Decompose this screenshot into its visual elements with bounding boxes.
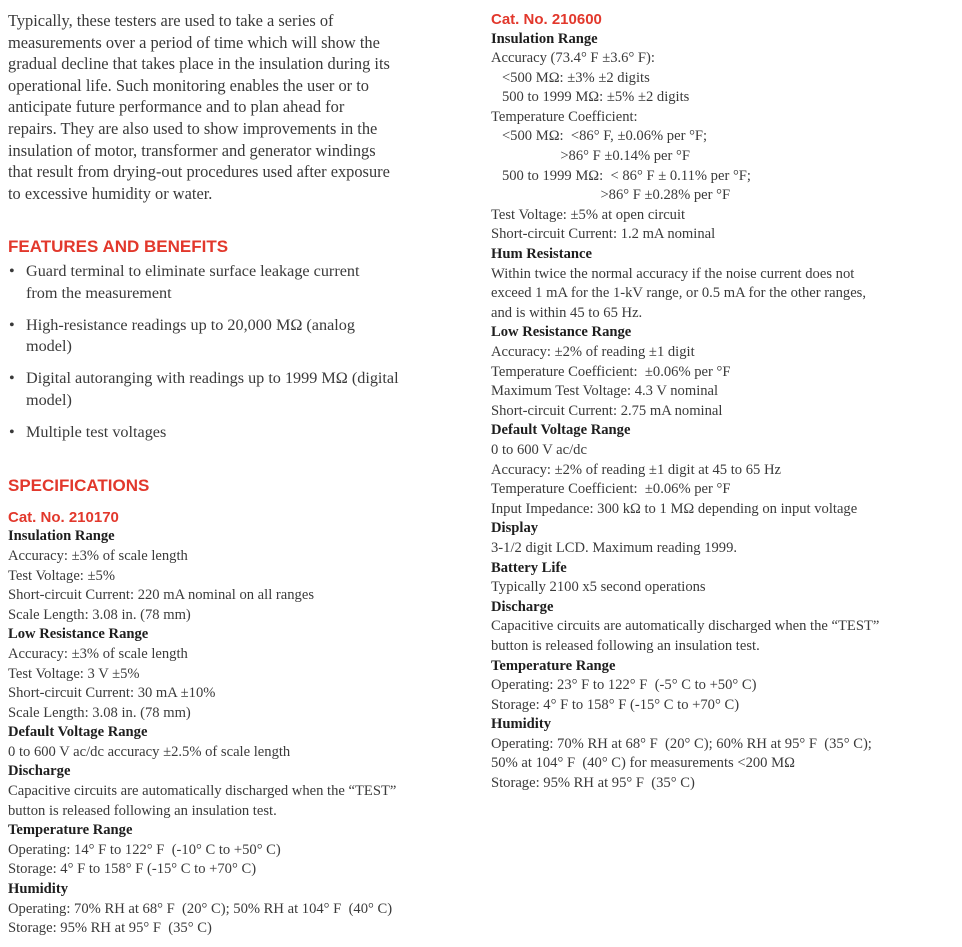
spec-section	[8, 880, 470, 939]
spec-line: Scale Length: 3.08 in. (78 mm)	[8, 606, 191, 623]
feature-item	[8, 261, 470, 304]
spec-line: 500 to 1999 MΩ: < 86° F ± 0.11% per °F;	[491, 167, 751, 184]
feature-item	[8, 422, 470, 444]
spec-section-title: Insulation Range	[8, 528, 115, 545]
spec-line: and is within 45 to 65 Hz.	[491, 304, 643, 321]
spec-section-title: Default Voltage Range	[8, 724, 148, 741]
spec-section-title: Discharge	[8, 763, 71, 780]
spec-section-title: Hum Resistance	[491, 246, 592, 263]
spec-line: Storage: 95% RH at 95° F (35° C)	[491, 775, 695, 792]
model-210600-specs	[491, 10, 953, 794]
specifications-heading: SPECIFICATIONS	[8, 475, 150, 495]
feature-text: model)	[26, 390, 72, 409]
feature-text: Multiple test voltages	[26, 422, 167, 441]
spec-line: 50% at 104° F (40° C) for measurements <200 MΩ	[491, 755, 795, 772]
spec-line: Test Voltage: ±5%	[8, 567, 115, 584]
spec-section-title: Low Resistance Range	[491, 324, 632, 341]
intro-line: repairs. They are also used to show improvements in the	[8, 118, 378, 138]
spec-line: >86° F ±0.14% per °F	[491, 148, 690, 165]
spec-line: Operating: 70% RH at 68° F (20° C); 50% RH at 104° F (40° C)	[8, 900, 393, 917]
bullet-icon: •	[9, 422, 15, 441]
feature-text: model)	[26, 337, 72, 356]
catalog-number: Cat. No. 210170	[8, 508, 119, 526]
spec-section	[491, 598, 953, 657]
spec-line: 3-1/2 digit LCD. Maximum reading 1999.	[491, 539, 738, 556]
spec-section	[491, 657, 953, 716]
intro-line: that result from drying-out procedures used after exposure	[8, 162, 390, 182]
spec-line: Short-circuit Current: 220 mA nominal on all ranges	[8, 587, 315, 604]
left-column	[8, 10, 470, 939]
spec-section	[491, 323, 953, 421]
spec-line: Capacitive circuits are automatically discharged when the “TEST”	[8, 783, 397, 800]
spec-line: Short-circuit Current: 2.75 mA nominal	[491, 402, 723, 419]
spec-line: button is released following an insulation test.	[8, 802, 277, 819]
right-column	[491, 10, 953, 794]
spec-line: Accuracy: ±2% of reading ±1 digit	[491, 344, 695, 360]
spec-section-title: Display	[491, 520, 539, 537]
spec-line: 0 to 600 V ac/dc	[491, 441, 587, 458]
spec-section-title: Humidity	[491, 716, 552, 733]
spec-section-title: Low Resistance Range	[8, 626, 149, 643]
spec-line: Operating: 70% RH at 68° F (20° C); 60% RH at 95° F (35° C);	[491, 735, 872, 752]
spec-line: Accuracy (73.4° F ±3.6° F):	[491, 50, 655, 67]
spec-section	[8, 723, 470, 762]
spec-line: <500 MΩ: <86° F, ±0.06% per °F;	[491, 128, 708, 145]
spec-section	[491, 421, 953, 519]
spec-section	[8, 762, 470, 821]
spec-line: Typically 2100 x5 second operations	[491, 579, 706, 596]
spec-line: Temperature Coefficient: ±0.06% per °F	[491, 481, 731, 498]
feature-text: Digital autoranging with readings up to 1999 MΩ (digital	[26, 369, 399, 388]
spec-section	[8, 625, 470, 723]
spec-line: Short-circuit Current: 30 mA ±10%	[8, 685, 216, 702]
spec-line: exceed 1 mA for the 1-kV range, or 0.5 mA for the other ranges,	[491, 285, 866, 302]
feature-text: from the measurement	[26, 283, 172, 302]
model-210170-specs	[8, 508, 470, 939]
spec-line: Scale Length: 3.08 in. (78 mm)	[8, 704, 191, 721]
intro-line: insulation of motor, transformer and generator windings	[8, 140, 376, 160]
spec-section	[491, 519, 953, 558]
intro-line: gradual decline that takes place in the insulation during its	[8, 54, 390, 74]
spec-section	[491, 559, 953, 598]
bullet-icon: •	[9, 262, 15, 281]
feature-text: High-resistance readings up to 20,000 MΩ (analog	[26, 315, 355, 334]
intro-line: Typically, these testers are used to take a series of	[8, 11, 334, 30]
spec-line: Maximum Test Voltage: 4.3 V nominal	[491, 383, 719, 400]
intro-line: operational life. Such monitoring enables the user or to	[8, 75, 369, 95]
feature-item	[8, 315, 470, 358]
spec-line: 0 to 600 V ac/dc accuracy ±2.5% of scale length	[8, 743, 291, 760]
intro-line: to excessive humidity or water.	[8, 183, 213, 203]
spec-line: Storage: 95% RH at 95° F (35° C)	[8, 920, 212, 937]
spec-section-title: Humidity	[8, 881, 69, 898]
spec-section	[491, 245, 953, 323]
spec-section	[8, 821, 470, 880]
spec-line: Operating: 23° F to 122° F (-5° C to +50° C)	[491, 677, 757, 694]
spec-line: Input Impedance: 300 kΩ to 1 MΩ depending on input voltage	[491, 500, 858, 517]
spec-line: Short-circuit Current: 1.2 mA nominal	[491, 226, 716, 243]
spec-line: Operating: 14° F to 122° F (-10° C to +50° C)	[8, 841, 281, 858]
feature-item	[8, 368, 470, 411]
spec-section-title: Temperature Range	[491, 657, 616, 674]
spec-section-title: Temperature Range	[8, 822, 133, 839]
spec-section	[8, 527, 470, 625]
feature-text: Guard terminal to eliminate surface leakage current	[26, 262, 360, 281]
spec-line: Within twice the normal accuracy if the noise current does not	[491, 265, 855, 282]
features-list	[8, 261, 470, 443]
spec-line: Storage: 4° F to 158° F (-15° C to +70° C)	[491, 696, 740, 713]
spec-section	[491, 30, 953, 246]
spec-line: Accuracy: ±2% of reading ±1 digit at 45 to 65 Hz	[491, 461, 781, 478]
spec-section-title: Default Voltage Range	[491, 422, 631, 439]
spec-line: Storage: 4° F to 158° F (-15° C to +70° C)	[8, 861, 257, 878]
spec-line: Temperature Coefficient:	[491, 108, 638, 125]
spec-line: Capacitive circuits are automatically discharged when the “TEST”	[491, 618, 880, 635]
spec-line: >86° F ±0.28% per °F	[491, 187, 731, 204]
intro-line: measurements over a period of time which will show the	[8, 32, 380, 52]
bullet-icon: •	[9, 315, 15, 334]
bullet-icon: •	[9, 369, 15, 388]
spec-line: 500 to 1999 MΩ: ±5% ±2 digits	[491, 89, 690, 106]
spec-line: Temperature Coefficient: ±0.06% per °F	[491, 363, 731, 380]
features-heading: FEATURES AND BENEFITS	[8, 237, 229, 257]
spec-section-title: Discharge	[491, 598, 554, 615]
intro-paragraph	[8, 10, 470, 204]
spec-line: Accuracy: ±3% of scale length	[8, 645, 188, 662]
spec-section	[491, 715, 953, 793]
spec-line: button is released following an insulation test.	[491, 637, 760, 654]
spec-section-title: Insulation Range	[491, 30, 598, 47]
spec-line: Accuracy: ±3% of scale length	[8, 547, 188, 564]
catalog-number: Cat. No. 210600	[491, 11, 602, 28]
spec-line: Test Voltage: 3 V ±5%	[8, 665, 140, 682]
spec-section-title: Battery Life	[491, 559, 567, 576]
spec-line: Test Voltage: ±5% at open circuit	[491, 206, 686, 223]
spec-line: <500 MΩ: ±3% ±2 digits	[491, 69, 650, 86]
intro-line: anticipate future performance and to plan ahead for	[8, 97, 345, 117]
